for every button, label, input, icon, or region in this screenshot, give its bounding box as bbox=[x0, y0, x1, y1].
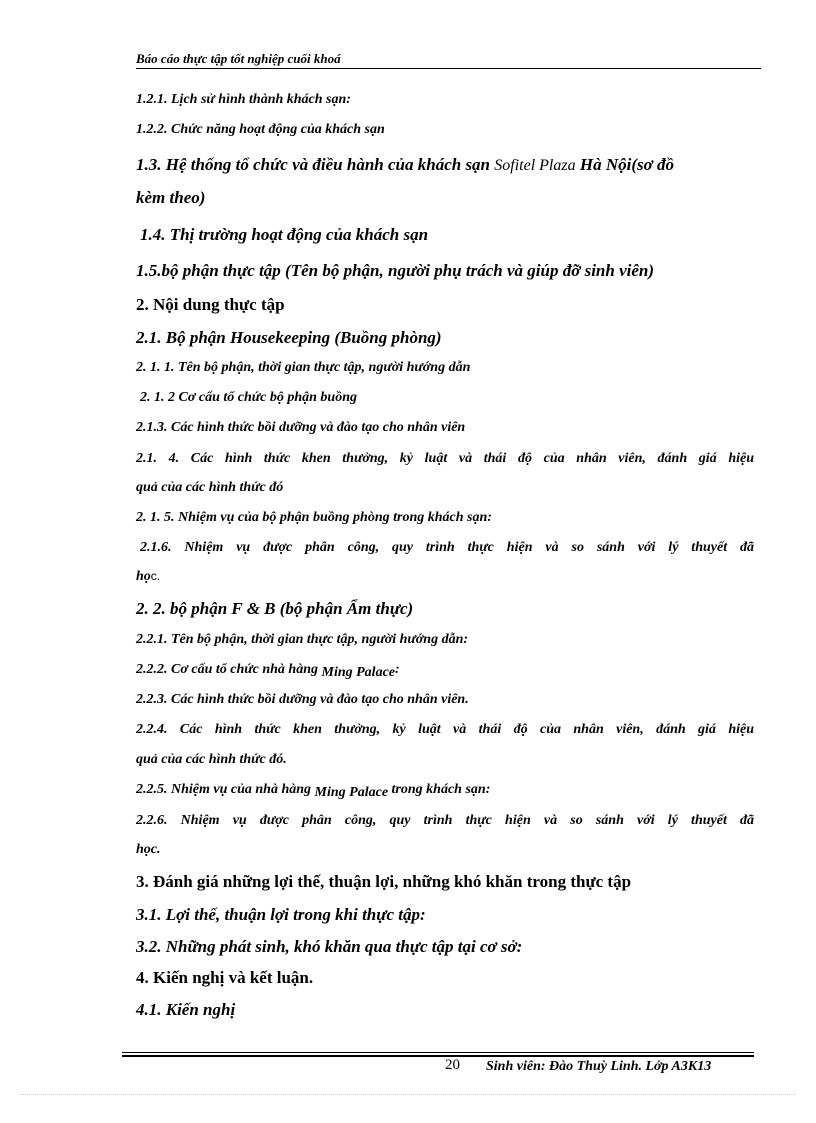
page-bottom-divider bbox=[20, 1094, 796, 1095]
toc-item-2-1-5: 2. 1. 5. Nhiệm vụ của bộ phận buồng phòng trong khách sạn: bbox=[136, 510, 492, 525]
restaurant-name-2: Ming Palace bbox=[314, 785, 389, 800]
toc-item-2-2-6: 2.2.6. Nhiệm vụ được phân công, quy trình thực hiện và so sánh với lý thuyết đã bbox=[136, 813, 754, 828]
toc-item-2-1-6: 2.1.6. Nhiệm vụ được phân công, quy trình thực hiện và so sánh với lý thuyết đã bbox=[140, 540, 754, 555]
toc-item-2-1-3: 2.1.3. Các hình thức bồi dưỡng và đào tạo cho nhân viên bbox=[136, 420, 466, 435]
toc-item-2: 2. Nội dung thực tập bbox=[136, 295, 285, 314]
toc-item-1-3 bbox=[136, 155, 754, 175]
toc-item-2-1-4: 2.1. 4. Các hình thức khen thưởng, kỷ luật và thái độ của nhân viên, đánh giá hiệu bbox=[136, 451, 754, 466]
toc-item-4-1: 4.1. Kiến nghị bbox=[136, 1000, 236, 1019]
toc-item-2-2-4-cont: quả của các hình thức đó. bbox=[136, 752, 287, 767]
toc-item-2-2-5-tail: trong khách sạn: bbox=[388, 782, 491, 797]
toc-item-2-1-2: 2. 1. 2 Cơ cấu tổ chức bộ phận buồng bbox=[140, 390, 357, 405]
header-rule bbox=[136, 68, 761, 69]
toc-item-1-2-1: 1.2.1. Lịch sử hình thành khách sạn: bbox=[136, 92, 351, 107]
footer-rule-thick bbox=[122, 1055, 754, 1057]
toc-item-1-4: 1.4. Thị trường hoạt động của khách sạn bbox=[140, 225, 429, 244]
toc-item-3: 3. Đánh giá những lợi thế, thuận lợi, những khó khăn trong thực tập bbox=[136, 872, 632, 891]
toc-item-2-1-6-cont-tail: c. bbox=[150, 569, 161, 583]
toc-item-2-2-3: 2.2.3. Các hình thức bồi dưỡng và đào tạo cho nhân viên. bbox=[136, 692, 469, 707]
toc-item-2-1-1: 2. 1. 1. Tên bộ phận, thời gian thực tập, người hướng dẫn bbox=[136, 360, 471, 375]
toc-item-1-3-tail: Hà Nội(sơ đồ bbox=[575, 155, 674, 174]
toc-item-4: 4. Kiến nghị và kết luận. bbox=[136, 968, 314, 987]
toc-item-2-2-5-text: 2.2.5. Nhiệm vụ của nhà hàng bbox=[136, 782, 315, 797]
toc-item-2-2-4: 2.2.4. Các hình thức khen thưởng, kỷ luật và thái độ của nhân viên, đánh giá hiệu bbox=[136, 722, 754, 737]
toc-item-2-2-5 bbox=[136, 782, 754, 798]
running-header: Báo cáo thực tập tốt nghiệp cuối khoá bbox=[136, 51, 341, 66]
toc-item-3-1: 3.1. Lợi thế, thuận lợi trong khi thực tập: bbox=[136, 905, 426, 924]
toc-item-3-2: 3.2. Những phát sinh, khó khăn qua thực tập tại cơ sở: bbox=[136, 937, 523, 956]
toc-item-2-1-6-cont bbox=[136, 569, 754, 585]
toc-item-2-1-4-cont: quả của các hình thức đó bbox=[136, 480, 284, 495]
footer-rule-thin bbox=[122, 1052, 754, 1053]
toc-item-2-2-2-tail: : bbox=[395, 662, 400, 677]
toc-item-2-2-2-text: 2.2.2. Cơ cấu tổ chức nhà hàng bbox=[136, 662, 322, 677]
hotel-name: Sofitel Plaza bbox=[494, 157, 576, 174]
restaurant-name: Ming Palace bbox=[321, 665, 395, 680]
toc-item-2-2-1: 2.2.1. Tên bộ phận, thời gian thực tập, người hướng dẫn: bbox=[136, 632, 469, 647]
toc-item-2-2-2 bbox=[136, 662, 754, 678]
toc-item-1-2-2: 1.2.2. Chức năng hoạt động của khách sạn bbox=[136, 122, 385, 137]
toc-item-1-3-text: 1.3. Hệ thống tổ chức và điều hành của khách sạn bbox=[136, 155, 495, 174]
toc-item-1-5: 1.5.bộ phận thực tập (Tên bộ phận, người phụ trách và giúp đỡ sinh viên) bbox=[136, 261, 655, 280]
toc-item-1-3-cont: kèm theo) bbox=[136, 188, 206, 207]
toc-item-2-2-6-cont: học. bbox=[136, 842, 161, 857]
page-number: 20 bbox=[445, 1057, 460, 1073]
toc-item-2-1-6-cont-text: họ bbox=[136, 569, 151, 584]
toc-item-2-1: 2.1. Bộ phận Housekeeping (Buồng phòng) bbox=[136, 328, 442, 347]
toc-item-2-2: 2. 2. bộ phận F & B (bộ phận Ẩm thực) bbox=[136, 599, 414, 618]
footer-author: Sinh viên: Đào Thuỳ Linh. Lớp A3K13 bbox=[486, 1059, 712, 1074]
